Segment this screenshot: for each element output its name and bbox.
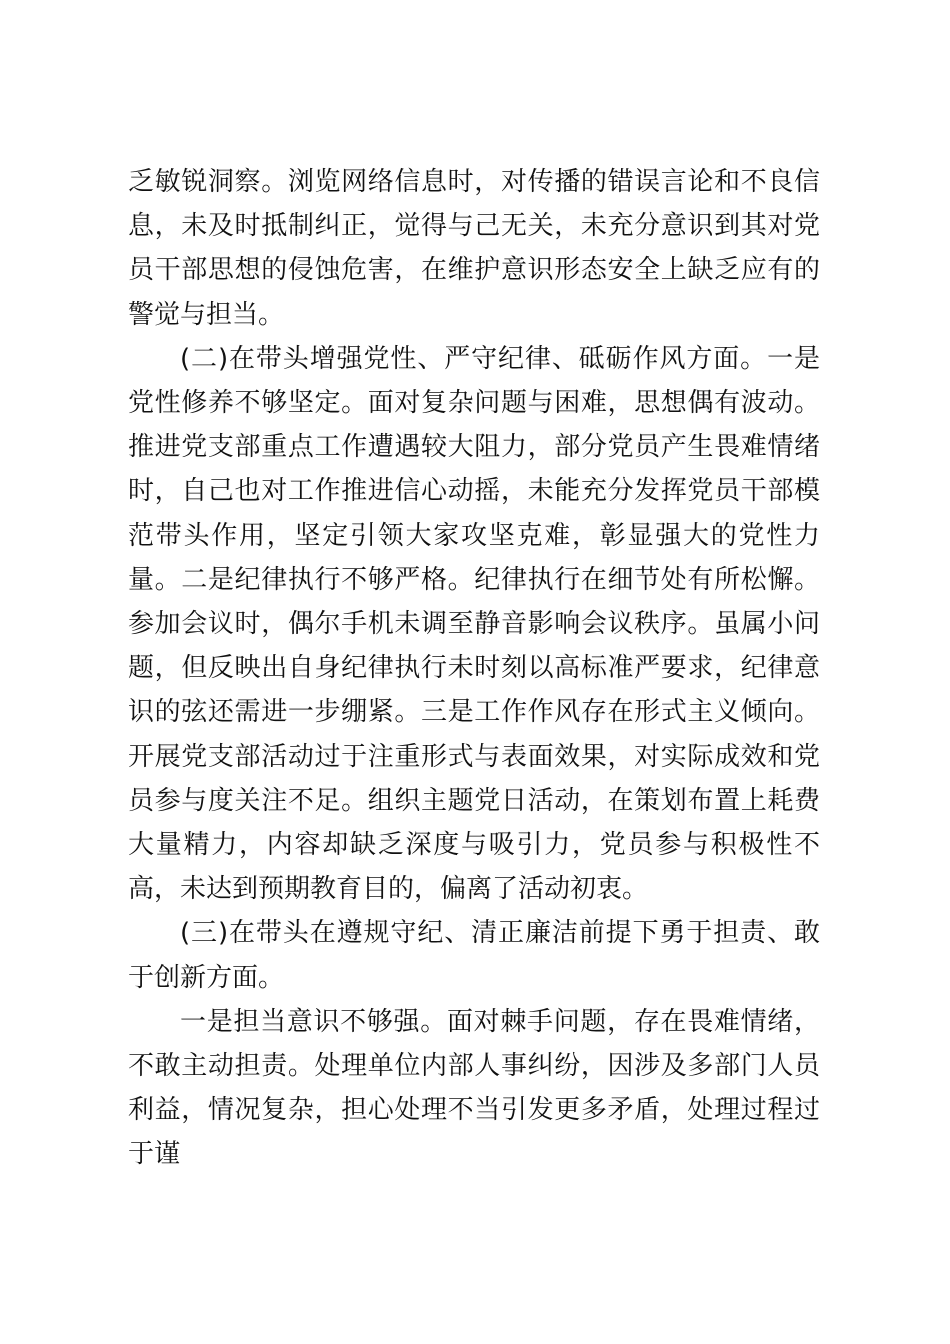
paragraph-section-three-heading: (三)在带头在遵规守纪、清正廉洁前提下勇于担责、敢于创新方面。 <box>128 918 820 993</box>
document-body <box>128 160 820 1177</box>
paragraph-section-three-point-one: 一是担当意识不够强。面对棘手问题，存在畏难情绪，不敢主动担责。处理单位内部人事纠纷，因涉及多部门人员利益，情况复杂，担心处理不当引发更多矛盾，处理过程过于谨 <box>128 1006 820 1170</box>
paragraph-continuation: 乏敏锐洞察。浏览网络信息时，对传播的错误言论和不良信息，未及时抵制纠正，觉得与己无关，未充分意识到其对党员干部思想的侵蚀危害，在维护意识形态安全上缺乏应有的警觉与担当。 <box>128 167 820 330</box>
paragraph-section-two: (二)在带头增强党性、严守纪律、砥砺作风方面。一是党性修养不够坚定。面对复杂问题与困难，思想偶有波动。推进党支部重点工作遭遇较大阻力，部分党员产生畏难情绪时，自己也对工作推进信心动摇，未能充分发挥党员干部模范带头作用，坚定引领大家攻坚克难，彰显强大的党性力量。二是纪律执行不够严格。纪律执行在细节处有所松懈。参加会议时，偶尔手机未调至静音影响会议秩序。虽属小问题，但反映出自身纪律执行未时刻以高标准严要求，纪律意识的弦还需进一步绷紧。三是工作作风存在形式主义倾向。开展党支部活动过于注重形式与表面效果，对实际成效和党员参与度关注不足。组织主题党日活动，在策划布置上耗费大量精力，内容却缺乏深度与吸引力，党员参与积极性不高，未达到预期教育目的，偏离了活动初衷。 <box>128 343 820 905</box>
